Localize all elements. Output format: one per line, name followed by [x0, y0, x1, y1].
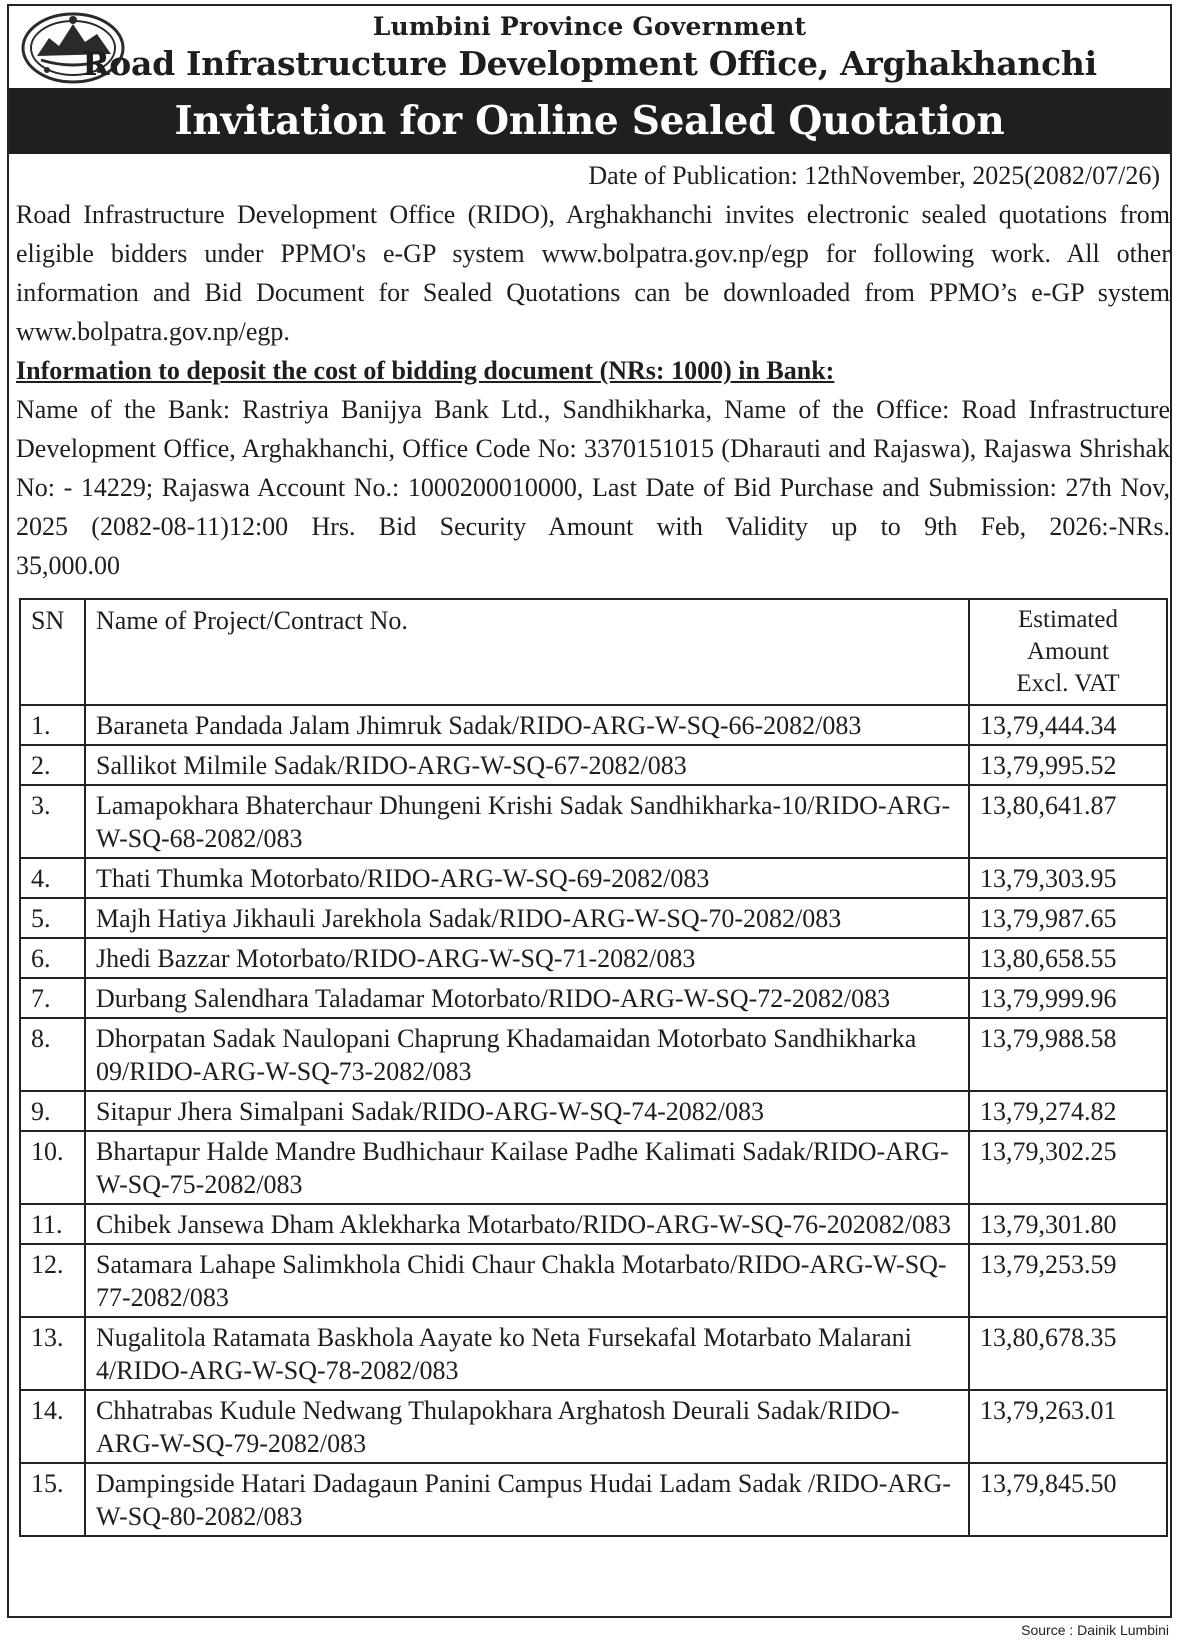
publication-date: Date of Publication: 12thNovember, 2025(2082/07/26): [588, 161, 1160, 190]
row-project: Nugalitola Ratamata Baskhola Aayate ko Neta Fursekafal Motarbato Malarani 4/RIDO-ARG-W-SQ-78-2082/083: [85, 1317, 969, 1390]
table-row: [20, 745, 1167, 785]
row-sn: 10.: [20, 1131, 85, 1204]
row-amount: 13,79,987.65: [969, 898, 1167, 938]
row-sn: 2.: [20, 745, 85, 785]
office-title: Road Infrastructure Development Office, Arghakhanchi: [82, 44, 1097, 83]
row-sn: 6.: [20, 938, 85, 978]
row-sn: 9.: [20, 1091, 85, 1131]
row-amount: 13,79,303.95: [969, 858, 1167, 898]
row-project: Sallikot Milmile Sadak/RIDO-ARG-W-SQ-67-2082/083: [85, 745, 969, 785]
bank-info-block: [16, 390, 1170, 585]
row-sn: 12.: [20, 1244, 85, 1317]
row-sn: 3.: [20, 785, 85, 858]
row-sn: 7.: [20, 978, 85, 1018]
row-project: Lamapokhara Bhaterchaur Dhungeni Krishi Sadak Sandhikharka-10/RIDO-ARG-W-SQ-68-2082/083: [85, 785, 969, 858]
row-project: Durbang Salendhara Taladamar Motorbato/RIDO-ARG-W-SQ-72-2082/083: [85, 978, 969, 1018]
row-sn: 5.: [20, 898, 85, 938]
row-project: Dampingside Hatari Dadagaun Panini Campus Hudai Ladam Sadak /RIDO-ARG-W-SQ-80-2082/083: [85, 1463, 969, 1536]
table-row: [20, 1390, 1167, 1463]
table-row: [20, 705, 1167, 745]
row-sn: 8.: [20, 1018, 85, 1091]
header-amount-line2: Excl. VAT: [1016, 670, 1120, 697]
bank-info-heading: Information to deposit the cost of bidding document (NRs: 1000) in Bank:: [16, 356, 835, 385]
row-project: Chibek Jansewa Dham Aklekharka Motarbato/RIDO-ARG-W-SQ-76-202082/083: [85, 1204, 969, 1244]
row-amount: 13,79,263.01: [969, 1390, 1167, 1463]
notice-banner: Invitation for Online Sealed Quotation: [9, 88, 1170, 154]
row-sn: 1.: [20, 705, 85, 745]
row-project: Thati Thumka Motorbato/RIDO-ARG-W-SQ-69-2082/083: [85, 858, 969, 898]
table-row: [20, 938, 1167, 978]
row-amount: 13,80,641.87: [969, 785, 1167, 858]
table-row: [20, 1244, 1167, 1317]
row-project: Sitapur Jhera Simalpani Sadak/RIDO-ARG-W-SQ-74-2082/083: [85, 1091, 969, 1131]
header-project: Name of Project/Contract No.: [85, 599, 969, 705]
row-amount: 13,79,301.80: [969, 1204, 1167, 1244]
row-amount: 13,79,274.82: [969, 1091, 1167, 1131]
bank-info-paragraph: Name of the Bank: Rastriya Banijya Bank Ltd., Sandhikharka, Name of the Office: Road Infrastructure Development Office, Arghakhanchi, Office Code No: 3370151015 (Dharauti and Rajaswa), Rajaswa Shrishak No: - 14229; Rajaswa Account No.: 1000200010000, Last Date of Bid Purchase and Submission: 27th Nov, 2025 (2082-08-11)12:00 Hrs. Bid Security Amount with Validity up to 9th Feb, 2026:-NRs.: [16, 395, 1170, 541]
table-row: [20, 1131, 1167, 1204]
row-project: Chhatrabas Kudule Nedwang Thulapokhara Arghatosh Deurali Sadak/RIDO-ARG-W-SQ-79-2082/083: [85, 1390, 969, 1463]
table-row: [20, 1463, 1167, 1536]
row-project: Jhedi Bazzar Motorbato/RIDO-ARG-W-SQ-71-2082/083: [85, 938, 969, 978]
row-amount: 13,80,658.55: [969, 938, 1167, 978]
header: [9, 6, 1170, 86]
header-sn: SN: [20, 599, 85, 705]
table-row: [20, 1018, 1167, 1091]
row-sn: 13.: [20, 1317, 85, 1390]
row-amount: 13,79,845.50: [969, 1463, 1167, 1536]
header-amount: [969, 599, 1167, 705]
row-sn: 14.: [20, 1390, 85, 1463]
row-project: Baraneta Pandada Jalam Jhimruk Sadak/RIDO-ARG-W-SQ-66-2082/083: [85, 705, 969, 745]
table-row: [20, 1091, 1167, 1131]
row-amount: 13,79,988.58: [969, 1018, 1167, 1091]
header-amount-line1: Estimated Amount: [1018, 606, 1118, 665]
table-row: [20, 898, 1167, 938]
row-amount: 13,79,302.25: [969, 1131, 1167, 1204]
table-row: [20, 978, 1167, 1018]
bid-security-amount: 35,000.00: [16, 551, 120, 580]
row-project: Satamara Lahape Salimkhola Chidi Chaur Chakla Motarbato/RIDO-ARG-W-SQ-77-2082/083: [85, 1244, 969, 1317]
row-amount: 13,79,995.52: [969, 745, 1167, 785]
row-sn: 11.: [20, 1204, 85, 1244]
table-row: [20, 1204, 1167, 1244]
row-project: Majh Hatiya Jikhauli Jarekhola Sadak/RIDO-ARG-W-SQ-70-2082/083: [85, 898, 969, 938]
table-row: [20, 1317, 1167, 1390]
row-amount: 13,79,253.59: [969, 1244, 1167, 1317]
source-credit: Source : Dainik Lumbini: [1021, 1622, 1169, 1638]
government-title: Lumbini Province Government: [372, 12, 807, 41]
table-row: [20, 785, 1167, 858]
table-row: [20, 858, 1167, 898]
intro-paragraph: Road Infrastructure Development Office (RIDO), Arghakhanchi invites electronic sealed quotations from eligible bidders under PPMO's e-GP system www.bolpatra.gov.np/egp for following work. All other information and Bid Document for Sealed Quotations can be downloaded from PPMO’s e-GP system www.bolpatra.gov.np/egp.: [16, 200, 1170, 346]
projects-table: [19, 598, 1168, 1537]
row-project: Dhorpatan Sadak Naulopani Chaprung Khadamaidan Motorbato Sandhikharka 09/RIDO-ARG-W-SQ-73-2082/083: [85, 1018, 969, 1091]
row-sn: 15.: [20, 1463, 85, 1536]
row-amount: 13,80,678.35: [969, 1317, 1167, 1390]
row-sn: 4.: [20, 858, 85, 898]
row-amount: 13,79,999.96: [969, 978, 1167, 1018]
row-amount: 13,79,444.34: [969, 705, 1167, 745]
table-header-row: [20, 599, 1167, 705]
row-project: Bhartapur Halde Mandre Budhichaur Kailase Padhe Kalimati Sadak/RIDO-ARG-W-SQ-75-2082/083: [85, 1131, 969, 1204]
